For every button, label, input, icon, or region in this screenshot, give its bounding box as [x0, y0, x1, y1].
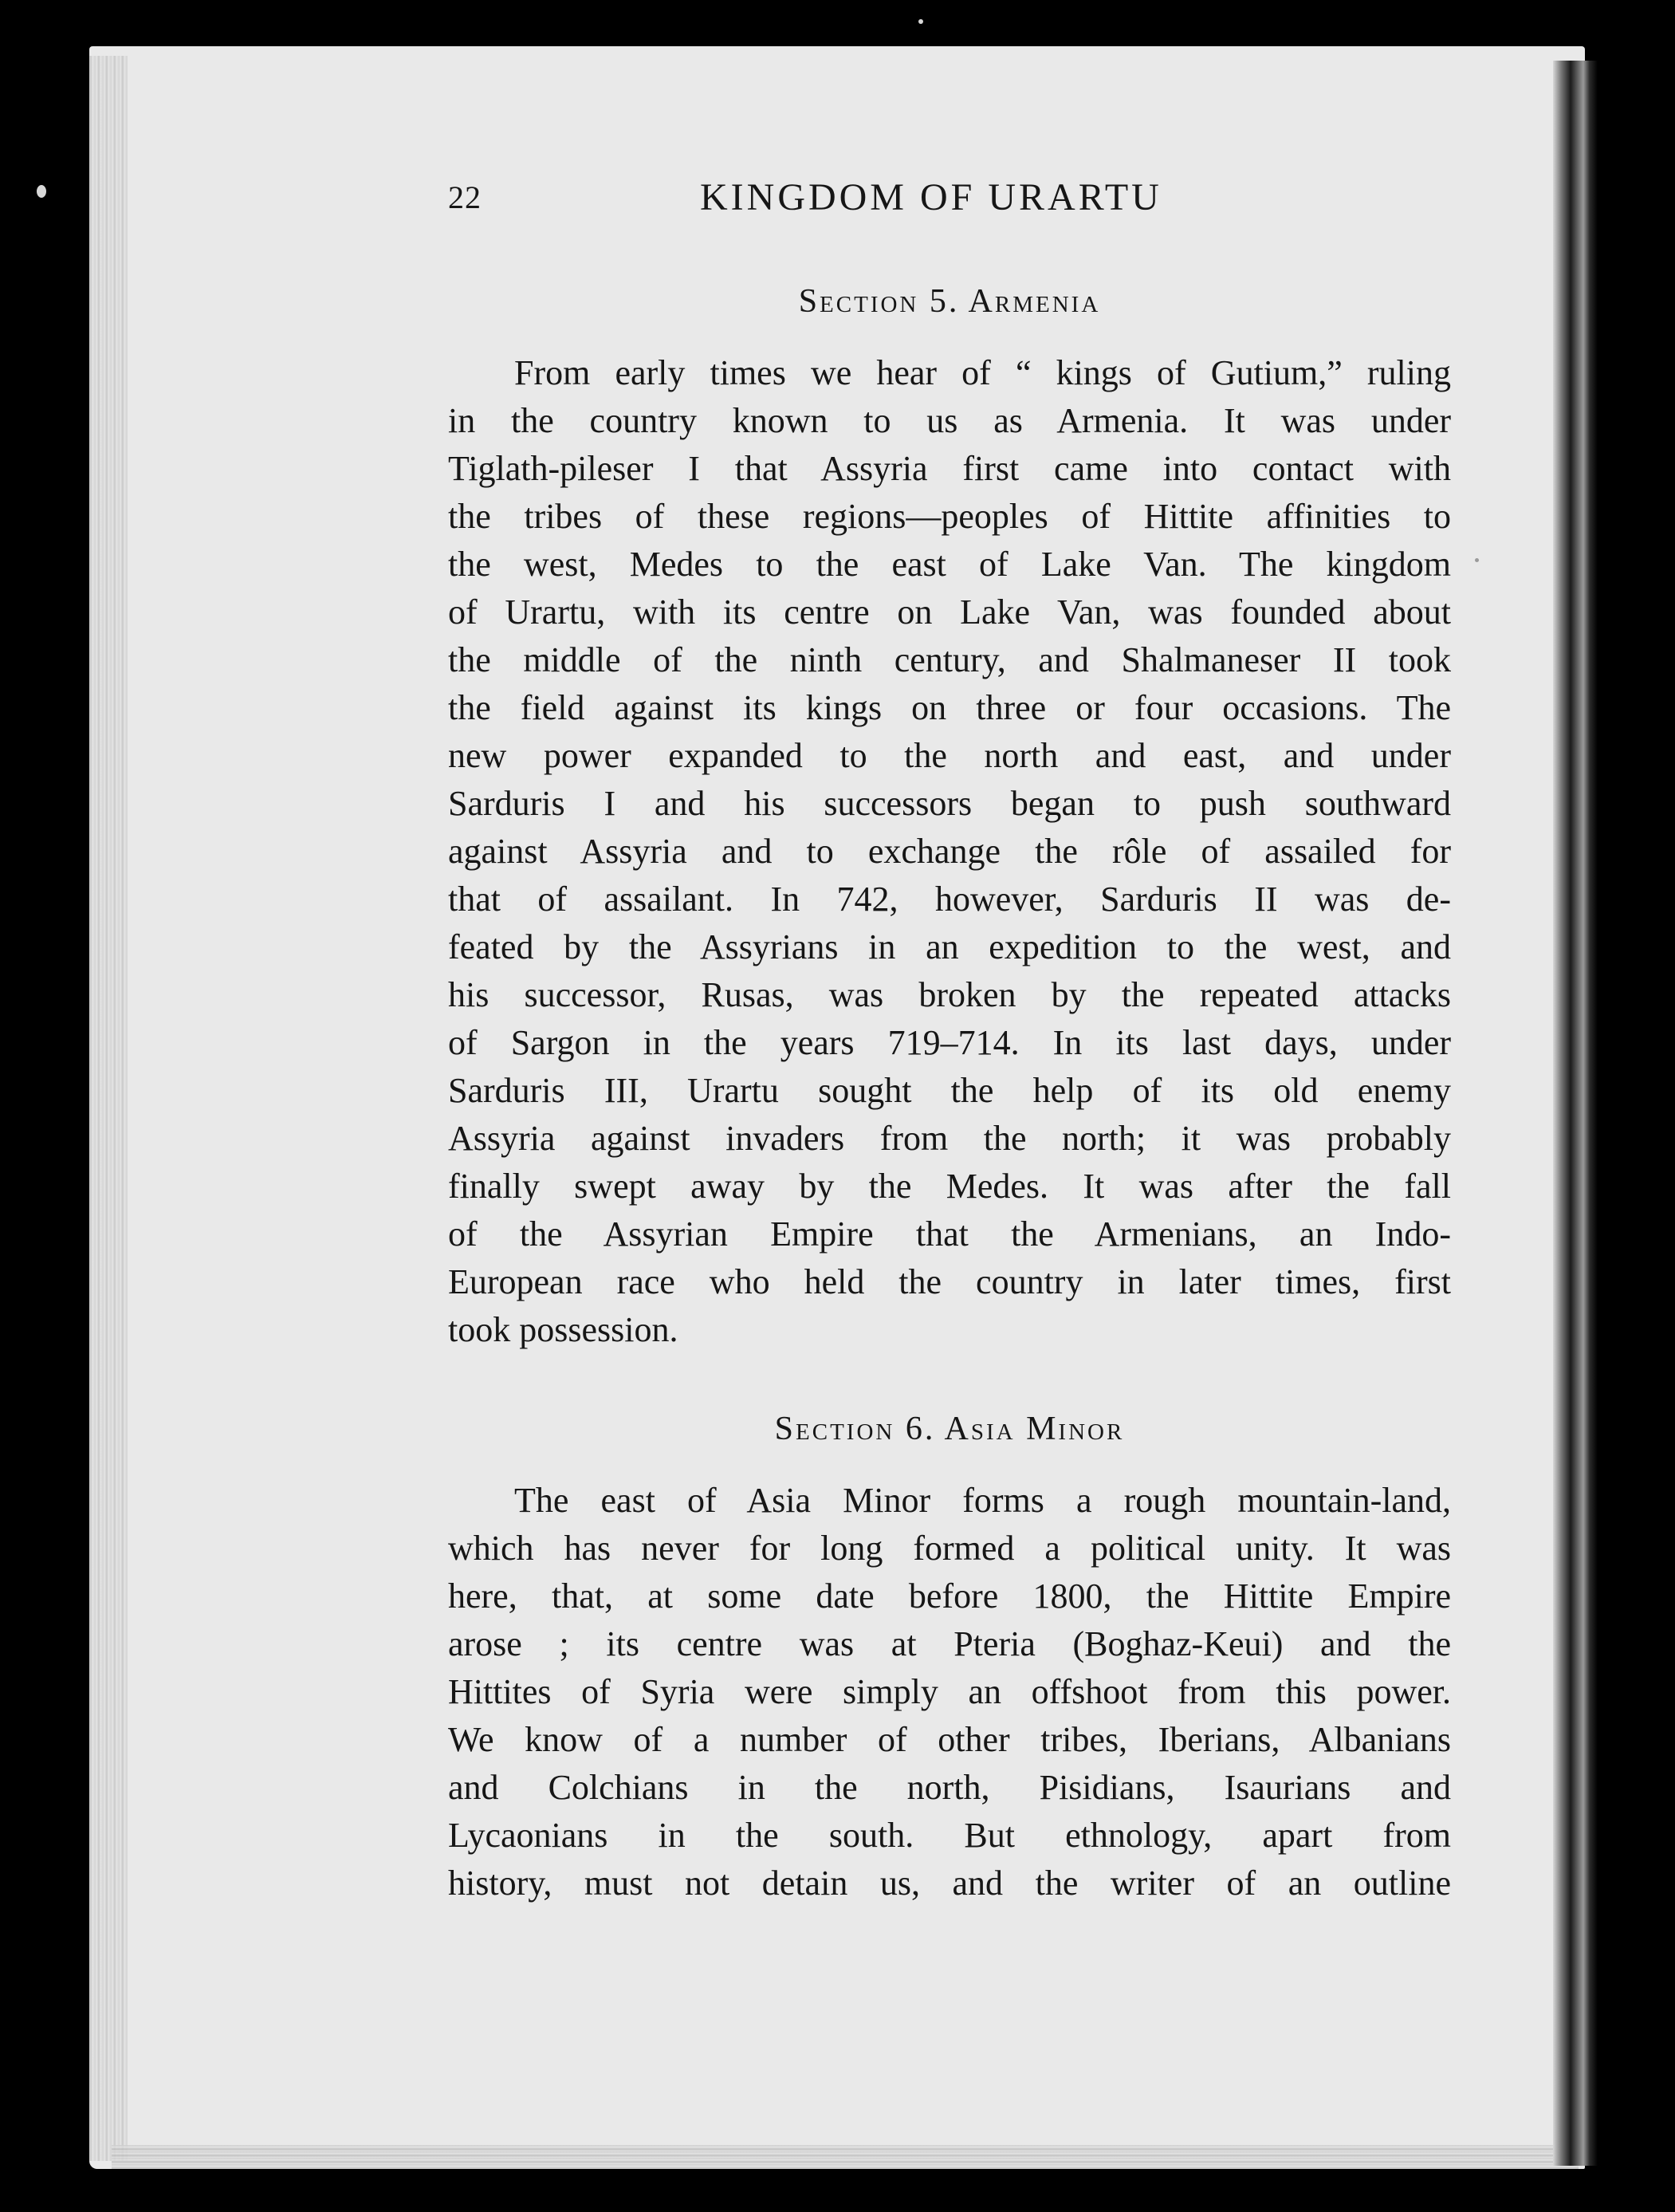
text-line: Assyria against invaders from the north; it was probably — [448, 1119, 1451, 1158]
running-head — [448, 172, 1213, 223]
text-line: his successor, Rusas, was broken by the repeated attacks — [448, 975, 1451, 1014]
text-line: Lycaonians in the south. But ethnology, apart from — [448, 1816, 1451, 1855]
text-line: the field against its kings on three or four occasions. The — [448, 688, 1451, 727]
text-line: From early times we hear of “ kings of Gutium,” ruling — [514, 353, 1451, 392]
section-heading: Section 6. Asia Minor — [774, 1411, 1125, 1447]
text-line: Hittites of Syria were simply an offshoot from this power. — [448, 1672, 1451, 1711]
text-line: and Colchians in the north, Pisidians, Isaurians and — [448, 1768, 1451, 1807]
text-line: against Assyria and to exchange the rôle of assailed for — [448, 832, 1451, 871]
text-line: new power expanded to the north and east, and under — [448, 736, 1451, 775]
text-line: took possession. — [448, 1310, 678, 1349]
text-line: which has never for long formed a political unity. It was — [448, 1529, 1451, 1568]
text-line: European race who held the country in later times, first — [448, 1262, 1451, 1301]
text-line: Sarduris III, Urartu sought the help of its old enemy — [448, 1071, 1451, 1110]
text-line: Sarduris I and his successors began to push southward — [448, 784, 1451, 823]
text-line: We know of a number of other tribes, Iberians, Albanians — [448, 1720, 1451, 1759]
text-line: the west, Medes to the east of Lake Van. The kingdom — [448, 545, 1451, 584]
text-line: the middle of the ninth century, and Shalmaneser II took — [448, 640, 1451, 679]
text-line: here, that, at some date before 1800, the Hittite Empire — [448, 1576, 1451, 1616]
text-line: The east of Asia Minor forms a rough mountain-land, — [514, 1481, 1451, 1520]
text-line: the tribes of these regions—peoples of Hittite affinities to — [448, 497, 1451, 536]
text-line: in the country known to us as Armenia. It was under — [448, 401, 1451, 440]
text-line: history, must not detain us, and the writer of an outline — [448, 1864, 1451, 1903]
text-line: that of assailant. In 742, however, Sarduris II was de- — [448, 880, 1451, 919]
book-title: KINGDOM OF URARTU — [700, 176, 1162, 218]
page-number: 22 — [448, 179, 482, 215]
section-heading: Section 5. Armenia — [798, 283, 1101, 320]
text-line: finally swept away by the Medes. It was after the fall — [448, 1167, 1451, 1206]
text-line: of Urartu, with its centre on Lake Van, was founded about — [448, 592, 1451, 632]
text-line: feated by the Assyrians in an expedition to the west, and — [448, 927, 1451, 966]
text-line: of Sargon in the years 719–714. In its last days, under — [448, 1023, 1451, 1062]
text-line: of the Assyrian Empire that the Armenians, an Indo- — [448, 1214, 1451, 1254]
text-line: Tiglath-pileser I that Assyria first came into contact with — [448, 449, 1451, 488]
text-line: arose ; its centre was at Pteria (Boghaz-Keui) and the — [448, 1624, 1451, 1663]
